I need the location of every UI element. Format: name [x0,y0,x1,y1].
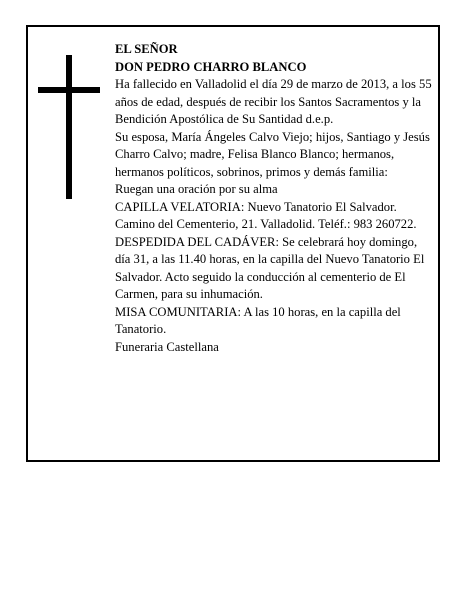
cross-icon [38,55,100,199]
obituary-notice [26,25,440,462]
prayer-request: Ruegan una oración por su alma [115,182,278,196]
family-list: Su esposa, María Ángeles Calvo Viejo; hijos, Santiago y Jesús Charro Calvo; madre, Felisa Blanco Blanco; hermanos, hermanos políticos, sobrinos, primos y demás familia: [115,129,430,179]
funeral-home: Funeraria Castellana [115,339,219,354]
mass-info: MISA COMUNITARIA: A las 10 horas, en la capilla del Tanatorio. [115,304,401,336]
farewell-info: DESPEDIDA DEL CADÁVER: Se celebrará hoy domingo, día 31, a las 11.40 horas, en la capilla del Nuevo Tanatorio El Salvador. Acto seguido la conducción al cementerio de El Carmen, para su inhumación. [115,234,425,301]
death-announcement: Ha fallecido en Valladolid el día 29 de marzo de 2013, a los 55 años de edad, después de recibir los Santos Sacramentos y la Bendición Apostólica de Su Santidad d.e.p. [115,77,432,126]
wake-chapel-info: CAPILLA VELATORIA: Nuevo Tanatorio El Salvador. Camino del Cementerio, 21. Valladolid. Teléf.: 983 260722. [115,199,417,231]
heading-title: EL SEÑOR [115,42,178,56]
notice-text [115,41,433,356]
deceased-name: DON PEDRO CHARRO BLANCO [115,59,307,74]
